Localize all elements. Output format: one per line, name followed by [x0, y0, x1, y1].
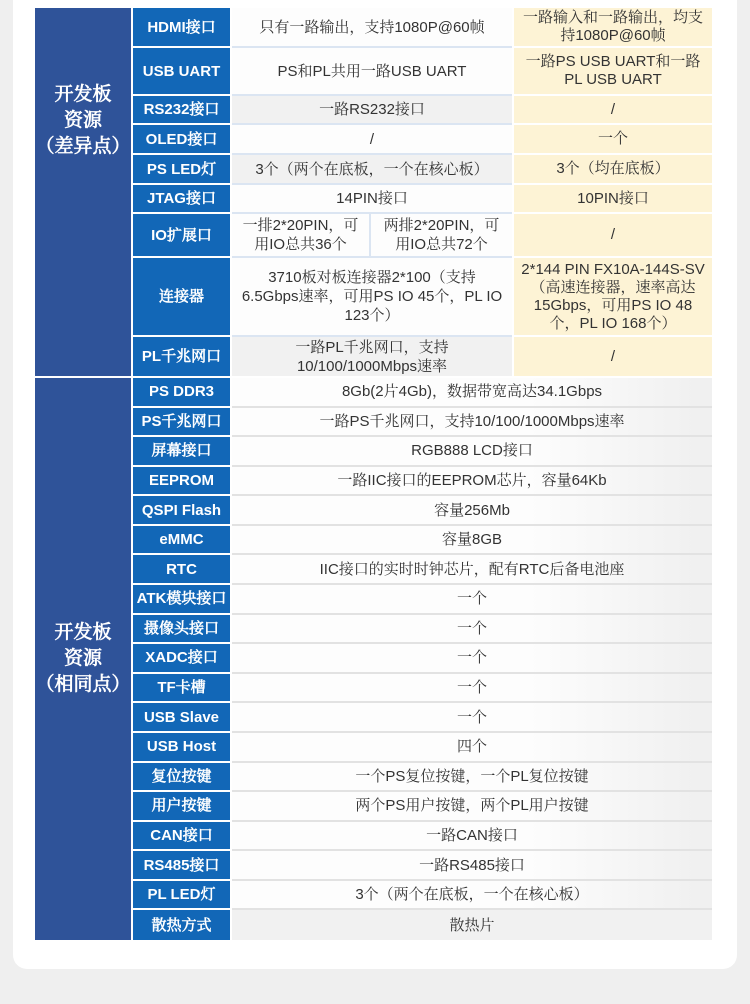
- row-label: IO扩展口: [133, 214, 230, 258]
- section-similarities: [35, 378, 712, 940]
- row-value: [232, 214, 512, 258]
- table-row: [133, 674, 712, 704]
- row-value: 一路IIC接口的EEPROM芯片，容量64Kb: [232, 467, 712, 497]
- row-label: RS485接口: [133, 851, 230, 881]
- row-label: ATK模块接口: [133, 585, 230, 615]
- row-value: 一个: [232, 644, 712, 674]
- rows-similarities: [133, 378, 712, 940]
- row-label: USB Host: [133, 733, 230, 763]
- row-value: 一路CAN接口: [232, 822, 712, 852]
- table-row: [133, 526, 712, 556]
- row-value-variant: /: [514, 214, 712, 258]
- row-label: JTAG接口: [133, 185, 230, 214]
- row-value: PS和PL共用一路USB UART: [232, 48, 512, 96]
- table-row: [133, 258, 712, 337]
- table-row: [133, 733, 712, 763]
- row-value: 3710板对板连接器2*100（支持6.5Gbps速率，可用PS IO 45个，PL IO 123个）: [232, 258, 512, 337]
- row-value: RGB888 LCD接口: [232, 437, 712, 467]
- row-value: 四个: [232, 733, 712, 763]
- row-value-variant: 2*144 PIN FX10A-144S-SV（高速连接器，速率高达15Gbps，可用PS IO 48个，PL IO 168个）: [514, 258, 712, 337]
- row-label: 连接器: [133, 258, 230, 337]
- row-label: RTC: [133, 555, 230, 585]
- row-value: 3个（两个在底板，一个在核心板）: [232, 155, 512, 185]
- row-label: CAN接口: [133, 822, 230, 852]
- sidebar-label-line: （相同点）: [35, 673, 131, 695]
- content-card: [13, 0, 737, 969]
- row-label: TF卡槽: [133, 674, 230, 704]
- rows-differences: [133, 8, 712, 376]
- table-row: [133, 96, 712, 125]
- row-value-variant: 一路输入和一路输出，均支持1080P@60帧: [514, 8, 712, 48]
- spec-comparison-table: [35, 8, 712, 940]
- row-label: USB UART: [133, 48, 230, 96]
- row-value: 容量256Mb: [232, 496, 712, 526]
- row-value: 一个: [232, 674, 712, 704]
- row-value: 容量8GB: [232, 526, 712, 556]
- table-row: [133, 910, 712, 940]
- table-row: [133, 585, 712, 615]
- table-row: [133, 496, 712, 526]
- row-value-sub: 两排2*20PIN，可用IO总共72个: [383, 217, 500, 253]
- row-value: 只有一路输出，支持1080P@60帧: [232, 8, 512, 48]
- row-value: IIC接口的实时时钟芯片，配有RTC后备电池座: [232, 555, 712, 585]
- table-row: [133, 378, 712, 408]
- table-row: [133, 155, 712, 185]
- row-value: 散热片: [232, 910, 712, 940]
- row-value: 14PIN接口: [232, 185, 512, 214]
- table-row: [133, 125, 712, 155]
- sidebar-similarities: [35, 378, 131, 940]
- table-row: [133, 214, 712, 258]
- row-value: 一个PS复位按键，一个PL复位按键: [232, 763, 712, 793]
- row-value: 3个（两个在底板，一个在核心板）: [232, 881, 712, 911]
- table-row: [133, 851, 712, 881]
- row-value-variant: 一路PS USB UART和一路PL USB UART: [514, 48, 712, 96]
- row-value-variant: 3个（均在底板）: [514, 155, 712, 185]
- row-label: RS232接口: [133, 96, 230, 125]
- section-differences: [35, 8, 712, 376]
- row-label: OLED接口: [133, 125, 230, 155]
- sidebar-differences: [35, 8, 131, 376]
- row-value: 一个: [232, 615, 712, 645]
- row-label: eMMC: [133, 526, 230, 556]
- row-value-variant: /: [514, 337, 712, 376]
- row-label: 屏幕接口: [133, 437, 230, 467]
- row-value: 一路PL千兆网口，支持10/100/1000Mbps速率: [232, 337, 512, 376]
- row-value-variant: /: [514, 96, 712, 125]
- row-value: /: [232, 125, 512, 155]
- row-value-variant: 一个: [514, 125, 712, 155]
- row-label: XADC接口: [133, 644, 230, 674]
- row-label: PS千兆网口: [133, 408, 230, 438]
- row-label: EEPROM: [133, 467, 230, 497]
- table-row: [133, 881, 712, 911]
- sidebar-label-line: 开发板: [54, 621, 112, 643]
- sidebar-label-line: （差异点）: [35, 136, 131, 157]
- table-row: [133, 703, 712, 733]
- row-value: 8Gb(2片4Gb)，数据带宽高达34.1Gbps: [232, 378, 712, 408]
- table-row: [133, 763, 712, 793]
- row-label: PL千兆网口: [133, 337, 230, 376]
- row-label: 散热方式: [133, 910, 230, 940]
- table-row: [133, 8, 712, 48]
- sidebar-label-line: 资源: [63, 647, 102, 669]
- row-value-sub: 一排2*20PIN，可用IO总共36个: [232, 214, 371, 256]
- table-row: [133, 822, 712, 852]
- row-label: PS DDR3: [133, 378, 230, 408]
- row-label: QSPI Flash: [133, 496, 230, 526]
- table-row: [133, 792, 712, 822]
- row-label: HDMI接口: [133, 8, 230, 48]
- row-value: 一路RS485接口: [232, 851, 712, 881]
- table-row: [133, 467, 712, 497]
- table-row: [133, 408, 712, 438]
- row-value: 两个PS用户按键，两个PL用户按键: [232, 792, 712, 822]
- table-row: [133, 644, 712, 674]
- table-row: [133, 555, 712, 585]
- row-value-variant: 10PIN接口: [514, 185, 712, 214]
- row-label: USB Slave: [133, 703, 230, 733]
- table-row: [133, 337, 712, 376]
- row-label: PS LED灯: [133, 155, 230, 185]
- sidebar-label-line: 开发板: [54, 84, 112, 105]
- row-value: 一个: [232, 703, 712, 733]
- table-row: [133, 48, 712, 96]
- sidebar-label-line: 资源: [63, 110, 102, 131]
- table-row: [133, 437, 712, 467]
- table-row: [133, 185, 712, 214]
- row-label: PL LED灯: [133, 881, 230, 911]
- table-row: [133, 615, 712, 645]
- row-value: 一路PS千兆网口，支持10/100/1000Mbps速率: [232, 408, 712, 438]
- row-label: 复位按键: [133, 763, 230, 793]
- row-value: 一个: [232, 585, 712, 615]
- row-label: 摄像头接口: [133, 615, 230, 645]
- row-value: 一路RS232接口: [232, 96, 512, 125]
- row-label: 用户按键: [133, 792, 230, 822]
